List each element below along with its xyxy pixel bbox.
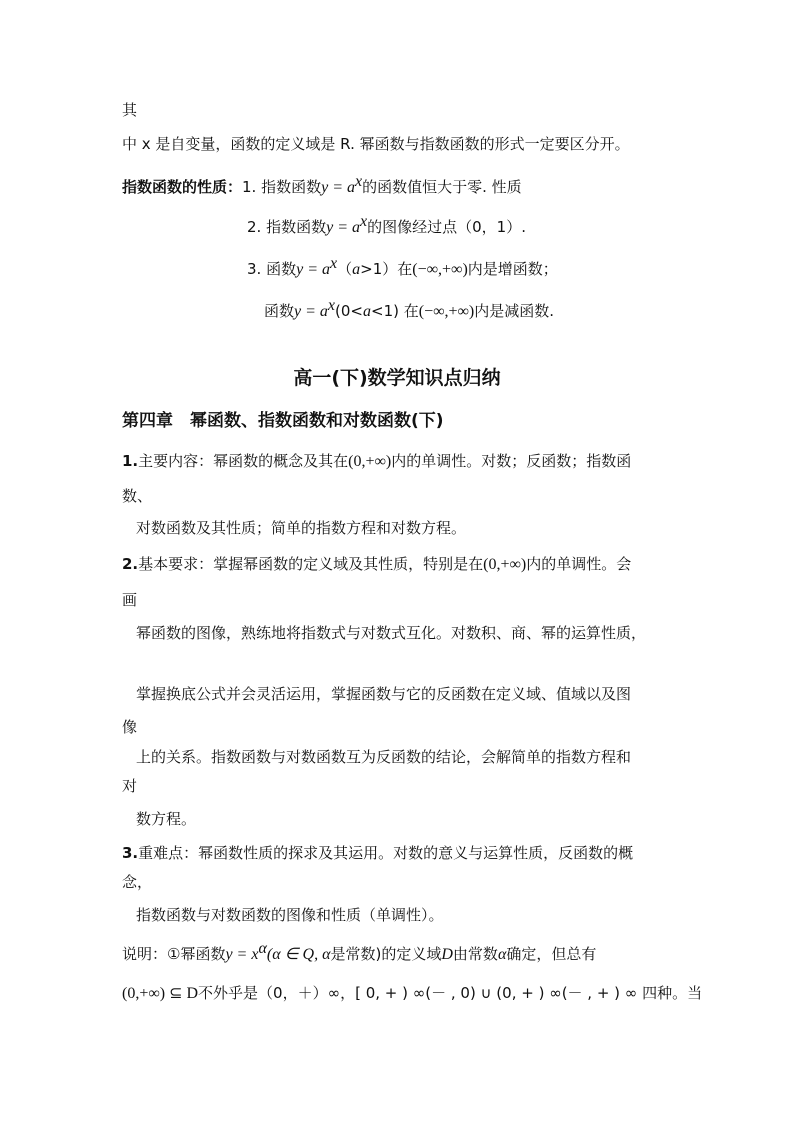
section-label: 指数函数的性质： — [122, 178, 243, 196]
text-fragment: 基本要求：掌握幂函数的定义域及其性质，特别是在 — [138, 555, 484, 573]
page-title: 高一(下)数学知识点归纳 — [293, 367, 501, 389]
formula: y = a — [321, 179, 356, 196]
property-line-3 — [247, 254, 558, 280]
formula-interval: (0,+∞) — [483, 556, 527, 573]
formula: a — [363, 303, 371, 320]
text-line-1 — [122, 100, 137, 120]
text-fragment: 对数函数及其性质；简单的指数方程和对数方程。 — [136, 519, 467, 537]
text-fragment: 内是增函数； — [467, 260, 558, 278]
text-line — [136, 518, 466, 538]
text-fragment: 内的单调性。会 — [526, 555, 632, 573]
text-fragment: 确定，但总有 — [506, 945, 597, 963]
formula-superscript: x — [330, 255, 338, 272]
property-line-4 — [264, 296, 554, 322]
formula: y = a — [326, 219, 360, 236]
formula-superscript: x — [327, 297, 336, 314]
formula: D — [441, 946, 453, 963]
text-fragment: 中 x 是自变量，函数的定义域是 R. 幂函数与指数函数的形式一定要区分开。 — [122, 135, 630, 153]
text-line — [136, 623, 646, 643]
formula: (0,+∞) ⊆ D — [122, 985, 199, 1002]
text-fragment: 数方程。 — [136, 810, 197, 828]
text-fragment: 内的单调性。对数；反函数；指数函 — [391, 452, 632, 470]
formula: α — [497, 946, 507, 963]
formula-superscript: α — [258, 940, 267, 957]
item-1-line — [122, 451, 631, 472]
formula-interval: (−∞,+∞) — [418, 303, 475, 320]
formula: y = a — [296, 261, 330, 278]
text-line — [122, 590, 137, 610]
text-fragment: 是常数) — [330, 945, 382, 963]
text-fragment: >1）在 — [360, 260, 413, 278]
text-fragment: 内是减函数. — [474, 302, 555, 320]
chapter-heading: 第四章 幂函数、指数函数和对数函数(下) — [122, 411, 444, 431]
text-fragment: 说明：①幂函数 — [122, 945, 226, 963]
text-line — [136, 747, 631, 767]
text-fragment: 的函数值恒大于零. 性质 — [362, 178, 522, 196]
text-fragment: 由常数 — [452, 945, 498, 963]
formula: y = a — [294, 303, 328, 320]
text-line — [136, 905, 444, 925]
text-fragment: 上的关系。指数函数与对数函数互为反函数的结论，会解简单的指数方程和 — [136, 748, 632, 766]
text-fragment: 函数 — [264, 302, 295, 320]
text-fragment: （ — [337, 260, 353, 278]
text-line — [122, 486, 152, 506]
text-fragment: 幂函数的图像，熟练地将指数式与对数式互化。对数积、商、幂的运算性质， — [136, 624, 647, 642]
note-line — [122, 939, 596, 965]
text-fragment: 其 — [122, 101, 138, 119]
text-fragment: (0< — [335, 302, 363, 320]
item-3-line — [122, 843, 633, 863]
text-fragment: 1. 指数函数 — [242, 178, 322, 196]
formula-superscript: x — [355, 173, 363, 190]
text-fragment: <1) 在 — [371, 302, 419, 320]
text-fragment: 画 — [122, 591, 138, 609]
text-fragment: 指数函数与对数函数的图像和性质（单调性）。 — [136, 906, 444, 924]
formula: (α ∈ Q, α — [266, 946, 331, 963]
text-fragment: 掌握换底公式并会灵活运用，掌握函数与它的反函数在定义域、值域以及图 — [136, 685, 632, 703]
formula-interval: (−∞,+∞) — [412, 261, 468, 278]
text-line — [136, 809, 196, 829]
formula-superscript: x — [360, 213, 368, 230]
text-line — [122, 717, 137, 737]
text-fragment: 重难点：幂函数性质的探求及其运用。对数的意义与运算性质，反函数的概 — [138, 844, 634, 862]
text-fragment: 2. 指数函数 — [247, 218, 327, 236]
property-line-2 — [247, 212, 526, 238]
text-line — [122, 872, 152, 892]
text-line — [122, 776, 137, 796]
text-fragment: 3. 函数 — [247, 260, 297, 278]
text-fragment: 对 — [122, 777, 138, 795]
text-fragment: 不外乎是（0，＋）∞，[ 0, + ) ∞(－ , 0) ∪ (0, + ) ∞(－ , + ) ∞ 四种。当 — [198, 984, 703, 1002]
item-number: 2. — [122, 555, 139, 573]
formula: a — [352, 261, 361, 278]
text-fragment: 念， — [122, 873, 153, 891]
note-line-2 — [122, 983, 702, 1004]
item-2-line — [122, 554, 631, 575]
text-line-2 — [122, 134, 630, 154]
text-fragment: 数、 — [122, 487, 153, 505]
formula: y = x — [225, 946, 259, 963]
item-number: 1. — [122, 452, 139, 470]
item-number: 3. — [122, 844, 139, 862]
text-line — [136, 684, 631, 704]
text-fragment: 的图像经过点（0，1）. — [367, 218, 526, 236]
formula-interval: (0,+∞) — [348, 453, 392, 470]
text-fragment: 的定义域 — [381, 945, 442, 963]
text-fragment: 像 — [122, 718, 138, 736]
text-fragment: 主要内容：幂函数的概念及其在 — [138, 452, 349, 470]
property-line-1 — [122, 172, 522, 198]
